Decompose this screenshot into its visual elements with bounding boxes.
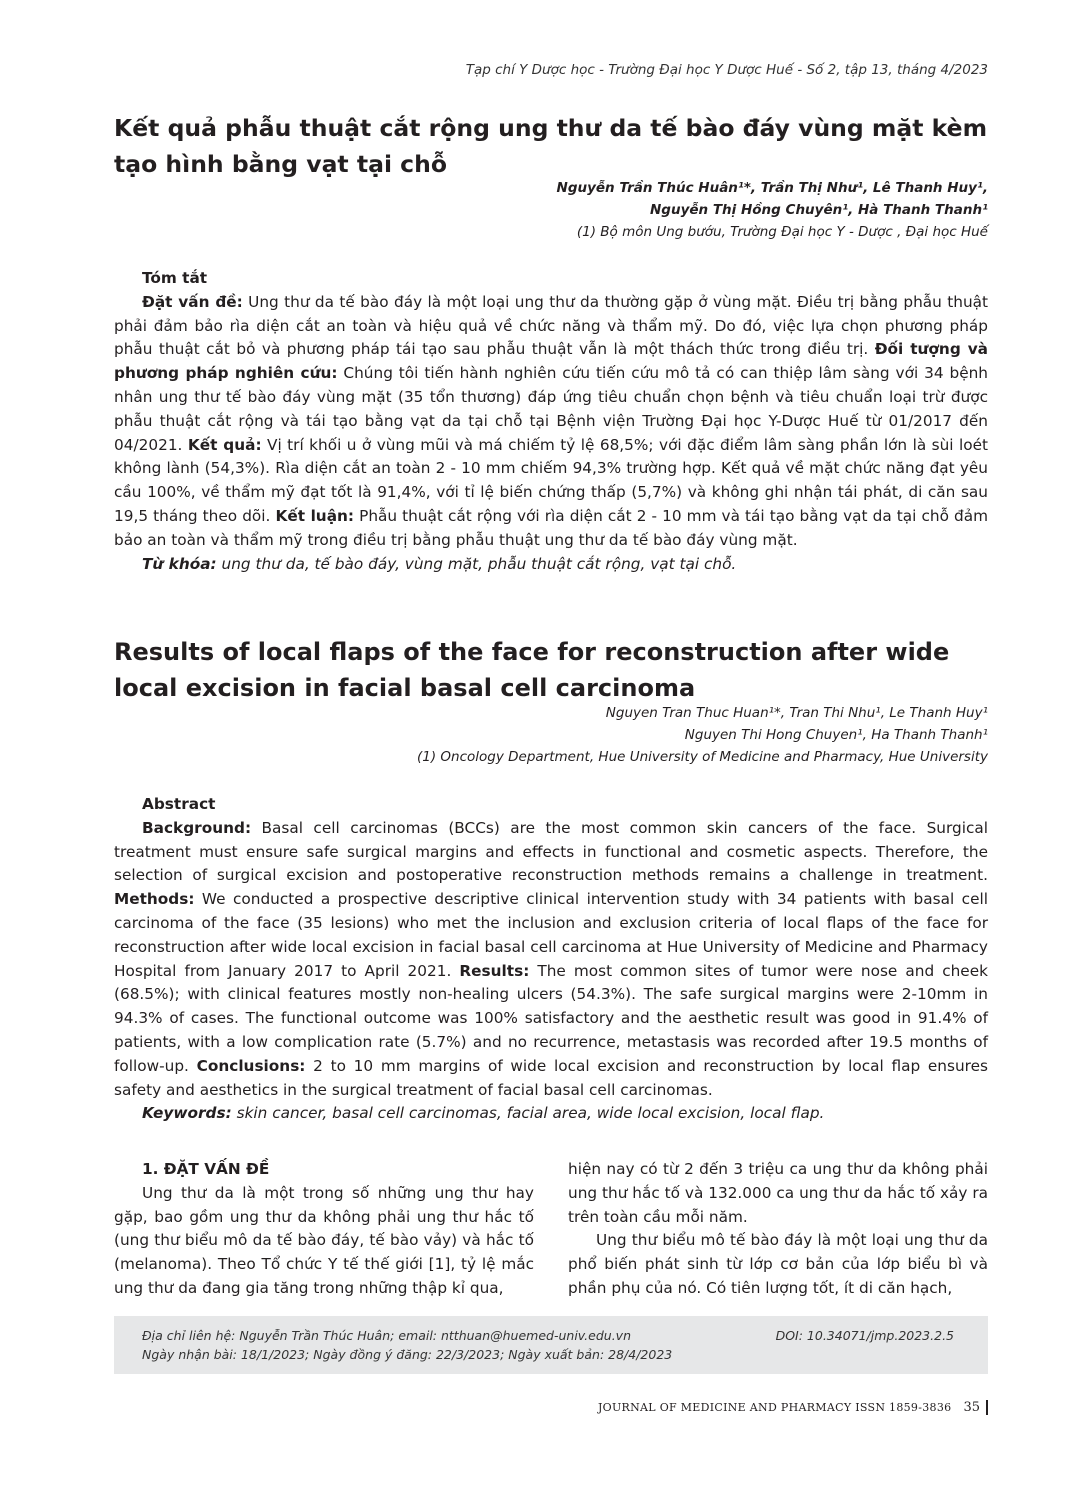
en-conclusion-text: 2 to 10 mm margins of wide local excision and reconstruction by local flap ensures safety and aesthetics in the surgical treatment of facial basal cell carcinomas. — [114, 1056, 989, 1099]
vi-authors-line1: Nguyễn Trần Thúc Huân¹*, Trần Thị Như¹, Lê Thanh Huy¹, — [556, 180, 988, 196]
en-results-label: Results: — [459, 961, 530, 980]
en-keywords-text: skin cancer, basal cell carcinomas, facial area, wide local excision, local flap. — [231, 1104, 825, 1123]
correspondence-box — [114, 1316, 988, 1374]
en-authors-line2: Nguyen Thi Hong Chuyen¹, Ha Thanh Thanh¹ — [684, 727, 988, 743]
vi-affiliation: (1) Bộ môn Ung bướu, Trường Đại học Y - Dược , Đại học Huế — [576, 224, 988, 240]
vietnamese-authors — [114, 177, 988, 243]
page-number: 35 — [963, 1400, 988, 1415]
en-abstract-body — [114, 817, 988, 1103]
page-footer — [114, 1400, 988, 1415]
vi-methods-label: Đối tượng và phương pháp nghiên cứu: — [114, 340, 988, 383]
vi-results-label: Kết quả: — [187, 435, 262, 454]
vi-methods-text: Chúng tôi tiến hành nghiên cứu tiến cứu mô tả có can thiệp lâm sàng với 34 bệnh nhân ung thư tế bào đáy vùng mặt (35 tổn thương) đáp ứng tiêu chuẩn chọn bệnh và tiêu chuẩn loại trừ được phẫu thuật cắt rộng và tái tạo bằng vạt da tại chỗ tại Bệnh viện Trường Đại học Y-Dược Huế từ 01/2017 đến 04/2021. — [114, 364, 989, 454]
footer-journal: JOURNAL OF MEDICINE AND PHARMACY ISSN 1859-3836 — [597, 1401, 952, 1414]
en-keywords — [114, 1102, 988, 1126]
vi-results-text: Vị trí khối u ở vùng mũi và má chiếm tỷ lệ 68,5%; với đặc điểm lâm sàng phần lớn là sùi loét không lành (54,3%). Rìa diện cắt an toàn 2 - 10 mm chiếm 94,3% trường hợp. Kết quả về mặt chức năng đạt yêu cầu 100%, về thẩm mỹ đạt tốt là 91,4%, với tỉ lệ biến chứng thấp (5,7%) và không ghi nhận tái phát, di căn sau 19,5 tháng theo dõi. — [114, 435, 988, 525]
vi-bg-text: Ung thư da tế bào đáy là một loại ung thư da thường gặp ở vùng mặt. Điều trị bằng phẫu thuật phải đảm bảo rìa diện cắt an toàn và hiệu quả về chức năng và thẩm mỹ. Do đó, việc lựa chọn phương pháp phẫu thuật cắt bỏ và phương pháp tái tạo sau phẫu thuật vẫn là một thách thức trong điều trị. — [114, 292, 989, 359]
vietnamese-abstract — [114, 267, 988, 576]
right-paragraph-2: Ung thư biểu mô tế bào đáy là một loại ung thư da phổ biến phát sinh từ lớp cơ bản của lớp biểu bì và phần phụ của nó. Có tiên lượng tốt, ít di căn hạch, — [568, 1231, 988, 1297]
left-column — [114, 1158, 534, 1301]
en-methods-text: We conducted a prospective descriptive clinical intervention study with 34 patients with basal cell carcinoma of the face (35 lesions) who met the inclusion and exclusion criteria of local flaps of the face for reconstruction after wide local excision in facial basal cell carcinoma at Hue University of Medicine and Pharmacy Hospital from January 2017 to April 2021. — [114, 890, 988, 980]
en-bg-text: Basal cell carcinomas (BCCs) are the most common skin cancers of the face. Surgical treatment must ensure safe surgical margins and effects in functional and cosmetic aspects. Therefore, the selection of surgical excision and postoperative reconstruction methods remains a challenge in treatment. — [114, 818, 988, 885]
english-authors — [114, 702, 988, 768]
section-heading: 1. ĐẶT VẤN ĐỀ — [142, 1160, 270, 1178]
english-title: Results of local flaps of the face for reconstruction after wide local excision in facial basal cell carcinoma — [114, 638, 950, 702]
vietnamese-title: Kết quả phẫu thuật cắt rộng ung thư da tế bào đáy vùng mặt kèm tạo hình bằng vạt tại chỗ — [114, 114, 988, 178]
en-abstract-heading: Abstract — [142, 795, 216, 813]
dates-line: Ngày nhận bài: 18/1/2023; Ngày đồng ý đăng: 22/3/2023; Ngày xuất bản: 28/4/2023 — [142, 1347, 673, 1362]
vi-keywords — [114, 553, 988, 577]
vi-bg-label: Đặt vấn đề: — [142, 292, 243, 311]
journal-header: Tạp chí Y Dược học - Trường Đại học Y Dược Huế - Số 2, tập 13, tháng 4/2023 — [465, 62, 988, 78]
vi-authors-line2: Nguyễn Thị Hồng Chuyên¹, Hà Thanh Thanh¹ — [650, 202, 988, 218]
en-affiliation: (1) Oncology Department, Hue University of Medicine and Pharmacy, Hue University — [417, 749, 988, 765]
english-abstract — [114, 793, 988, 1126]
en-keywords-label: Keywords: — [142, 1104, 232, 1123]
vi-abstract-heading: Tóm tắt — [142, 269, 208, 287]
en-conclusion-label: Conclusions: — [196, 1056, 306, 1075]
vi-keywords-label: Từ khóa: — [142, 554, 217, 573]
vi-keywords-text: ung thư da, tế bào đáy, vùng mặt, phẫu thuật cắt rộng, vạt tại chỗ. — [216, 554, 737, 573]
en-results-text: The most common sites of tumor were nose and cheek (68.5%); with clinical features mostly non-healing ulcers (54.3%). The safe surgical margins were 2-10mm in 94.3% of cases. The functional outcome was 100% satisfactory and the aesthetic result was good in 91.4% of patients, with a low complication rate (5.7%) and no recurrence, metastasis was recorded after 19.5 months of follow-up. — [114, 961, 988, 1075]
left-paragraph: Ung thư da là một trong số những ung thư hay gặp, bao gồm ung thư da không phải ung thư hắc tố (ung thư biểu mô da tế bào đáy, tế bào vảy) và hắc tố (melanoma). Theo Tổ chức Y tế thế giới [1], tỷ lệ mắc ung thư da đang gia tăng trong những thập kỉ qua, — [114, 1183, 534, 1297]
en-authors-line1: Nguyen Tran Thuc Huan¹*, Tran Thi Nhu¹, Le Thanh Huy¹ — [605, 705, 988, 721]
vi-conclusion-label: Kết luận: — [275, 506, 355, 525]
contact-line: Địa chỉ liên hệ: Nguyễn Trần Thúc Huân; email: ntthuan@huemed-univ.edu.vn — [142, 1328, 631, 1343]
doi-label: DOI: 10.34071/jmp.2023.2.5 — [775, 1328, 954, 1343]
right-paragraph-1: hiện nay có từ 2 đến 3 triệu ca ung thư da không phải ung thư hắc tố và 132.000 ca ung thư da hắc tố xảy ra trên toàn cầu mỗi năm. — [568, 1160, 988, 1226]
vi-conclusion-text: Phẫu thuật cắt rộng với rìa diện cắt 2 - 10 mm và tái tạo bằng vạt da tại chỗ đảm bảo an toàn và thẩm mỹ trong điều trị bằng phẫu thuật ung thư da tế bào đáy vùng mặt. — [114, 506, 988, 549]
en-methods-label: Methods: — [114, 890, 195, 909]
right-column — [568, 1158, 988, 1301]
en-bg-label: Background: — [142, 818, 252, 837]
vi-abstract-body — [114, 291, 988, 553]
